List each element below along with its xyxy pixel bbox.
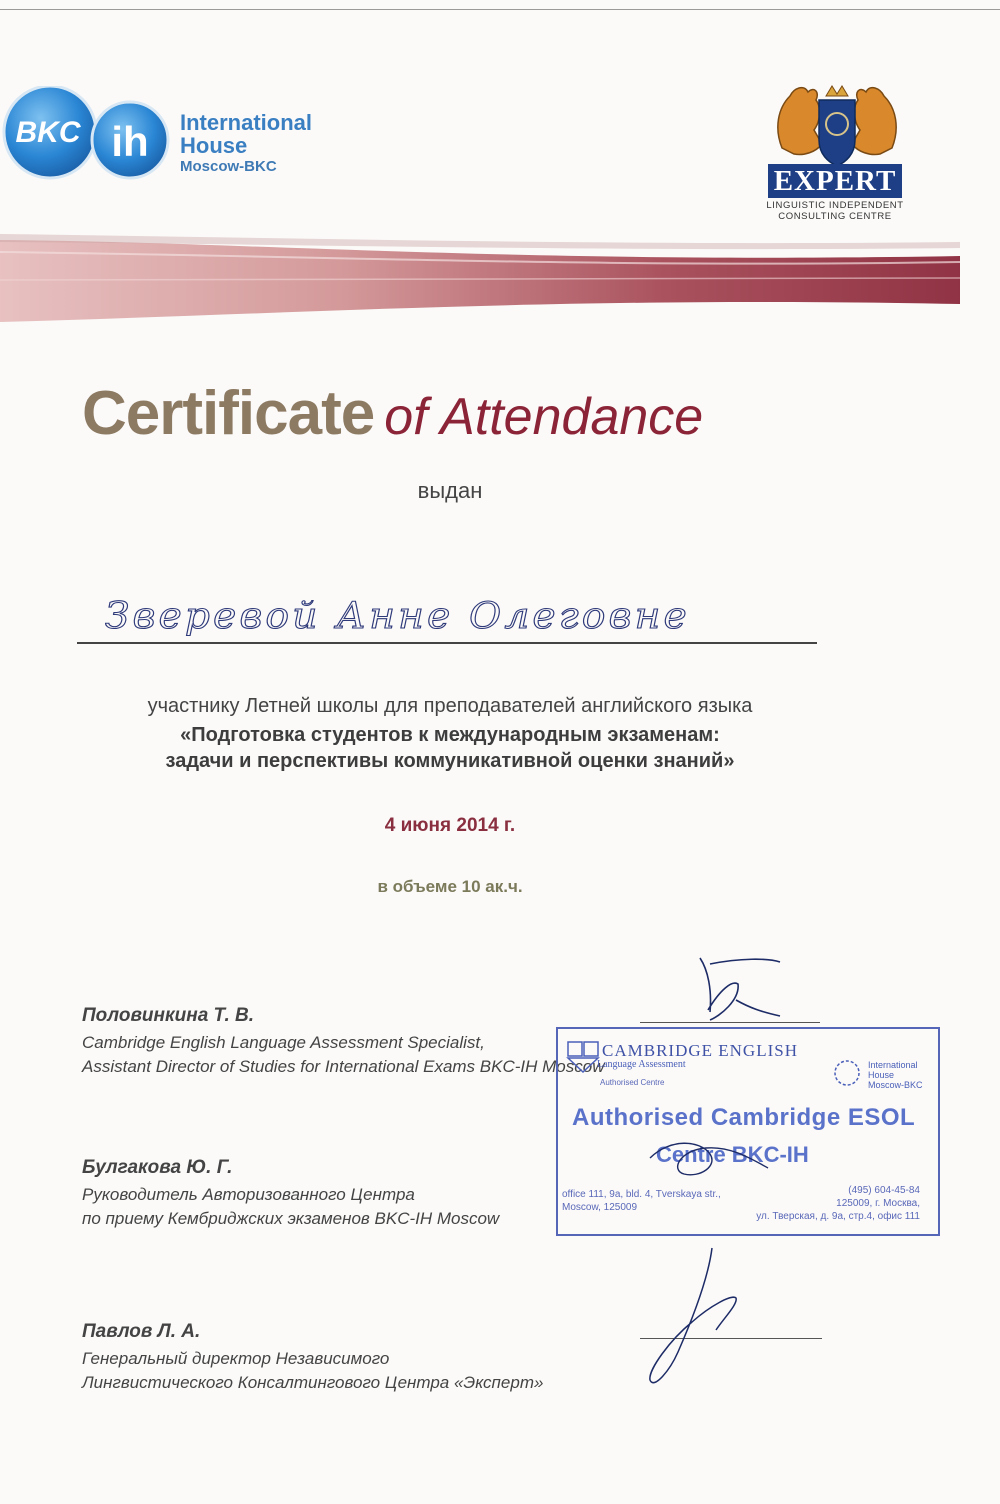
signature-2-icon: [640, 1128, 780, 1188]
event-date: 4 июня 2014 г.: [384, 815, 516, 836]
stamp-cambridge: CAMBRIDGE ENGLISH: [602, 1041, 798, 1060]
course-title-line1: «Подготовка студентов к международным экзаменам:: [180, 724, 720, 746]
signer-name: Половинкина Т. В.: [82, 1005, 255, 1026]
ih-wordmark: [180, 112, 312, 174]
signer-name: Павлов Л. А.: [82, 1321, 201, 1342]
signer-role-line1: Генеральный директор Независимого: [82, 1349, 390, 1368]
course-volume: в объеме 10 ак.ч.: [377, 877, 523, 896]
course-title-line2: задачи и перспективы коммуникативной оценки знаний»: [165, 750, 735, 772]
top-edge-line: [0, 9, 1000, 10]
stamp-main-line2: Centre BKC-IH: [656, 1142, 809, 1167]
stamp-main-line1: Authorised Cambridge ESOL: [572, 1104, 916, 1131]
stamp-ih-line1: International: [868, 1060, 918, 1070]
stamp-address-en: [562, 1188, 721, 1214]
stamp-address-ru-line1: 125009, г. Москва,: [836, 1198, 920, 1209]
stamp-ih-line2: House: [868, 1070, 895, 1080]
signature-3-icon: [620, 1240, 780, 1400]
expert-subtitle: [760, 200, 910, 222]
signer-name: Булгакова Ю. Г.: [82, 1157, 233, 1178]
decorative-wave-band: [0, 222, 960, 322]
signer-block-1: [82, 1005, 604, 1079]
stamp-address-en-line1: office 111, 9a, bld. 4, Tverskaya str.,: [562, 1189, 721, 1200]
expert-sub-line1: LINGUISTIC INDEPENDENT: [766, 200, 904, 211]
stamp-authorised-centre: Authorised Centre: [600, 1078, 665, 1087]
recipient-name-text: Зверевой Анне Олеговне: [105, 596, 690, 637]
signer-block-3: [82, 1321, 543, 1395]
signer-role-line2: по приему Кембриджских экзаменов BKC-IH Moscow: [82, 1209, 500, 1228]
stamp-address-ru: [740, 1184, 920, 1223]
ih-line3: Moscow-BKC: [180, 158, 277, 175]
stamp-language-assessment: Language Assessment: [597, 1059, 686, 1070]
stamp-address-ru-line2: ул. Тверская, д. 9а, стр.4, офис 111: [756, 1211, 920, 1222]
title-main: Certificate: [82, 379, 375, 448]
signer-role-line1: Cambridge English Language Assessment Specialist,: [82, 1033, 485, 1052]
ih-line2: House: [180, 133, 248, 158]
signer-role-line2: Assistant Director of Studies for International Exams BKC-IH Moscow: [82, 1057, 605, 1076]
ih-line1: International: [180, 110, 313, 135]
certificate-title: [82, 378, 942, 449]
signer-role-line1: Руководитель Авторизованного Центра: [82, 1185, 415, 1204]
title-sub: of Attendance: [384, 388, 704, 446]
course-title: [0, 722, 900, 774]
recipient-underline: [77, 642, 817, 644]
expert-sub-line2: CONSULTING CENTRE: [778, 211, 892, 222]
issued-label: выдан: [417, 478, 483, 503]
stamp-phone: (495) 604-45-84: [848, 1185, 920, 1196]
signer-block-2: [82, 1157, 499, 1231]
ih-badge-text: ih: [111, 118, 149, 165]
stamp-ih-line3: Moscow-BKC: [868, 1080, 923, 1090]
expert-wordmark: EXPERT: [768, 164, 902, 198]
recipient-handwritten-name: [105, 590, 805, 660]
bkc-badge-text: BKC: [15, 116, 81, 149]
body-intro: участнику Летней школы для преподавателей английского языка: [147, 695, 753, 717]
stamp-address-en-line2: Moscow, 125009: [562, 1202, 638, 1213]
signature-1-icon: [650, 950, 810, 1030]
stamp-ih: [868, 1060, 923, 1090]
stamp-ih-icon: [832, 1058, 862, 1088]
signer-role-line2: Лингвистического Консалтингового Центра «Эксперт»: [82, 1373, 544, 1392]
